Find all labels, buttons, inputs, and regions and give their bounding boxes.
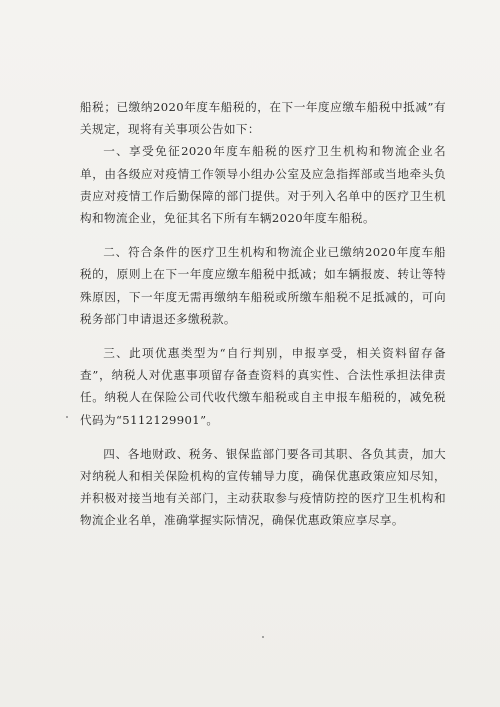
paragraph-gap: [80, 431, 446, 443]
item-four-paragraph: 四、各地财政、税务、银保监部门要各司其职、各负其责，加大对纳税人和相关保险机构的宣传辅导力度，确保优惠政策应知尽知，并积极对接当地有关部门，主动获取参与疫情防控的医疗卫生机构和物流企业名单，准确掌握实际情况，确保优惠政策应享尽享。: [80, 446, 446, 528]
paragraph-gap: [80, 229, 446, 241]
paragraph-gap: [80, 330, 446, 342]
scan-speck: [262, 636, 264, 638]
item-three-paragraph: 三、此项优惠类型为“自行判别，申报享受，相关资料留存备查”，纳税人对优惠事项留存备查资料的真实性、合法性承担法律责任。纳税人在保险公司代收代缴车船税或自主申报车船税的，减免税代码为“5112129901”。: [80, 346, 446, 427]
document-body: [80, 96, 446, 532]
item-one-paragraph: 一、享受免征2020年度车船税的医疗卫生机构和物流企业名单，由各级应对疫情工作领导小组办公室及应急指挥部或当地牵头负责应对疫情工作后勤保障的部门提供。对于列入名单中的医疗卫生机构和物流企业，免征其名下所有车辆2020年度车船税。: [80, 144, 446, 226]
item-two-paragraph: 二、符合条件的医疗卫生机构和物流企业已缴纳2020年度车船税的，原则上在下一年度应缴车船税中抵减；如车辆报废、转让等特殊原因，下一年度无需再缴纳车船税或所缴车船税不足抵减的，可向税务部门申请退还多缴税款。: [80, 245, 446, 326]
intro-paragraph: 船税；已缴纳2020年度车船税的，在下一年度应缴车船税中抵减”有关规定，现将有关事项公告如下：: [80, 100, 446, 137]
scan-speck: [66, 416, 68, 418]
